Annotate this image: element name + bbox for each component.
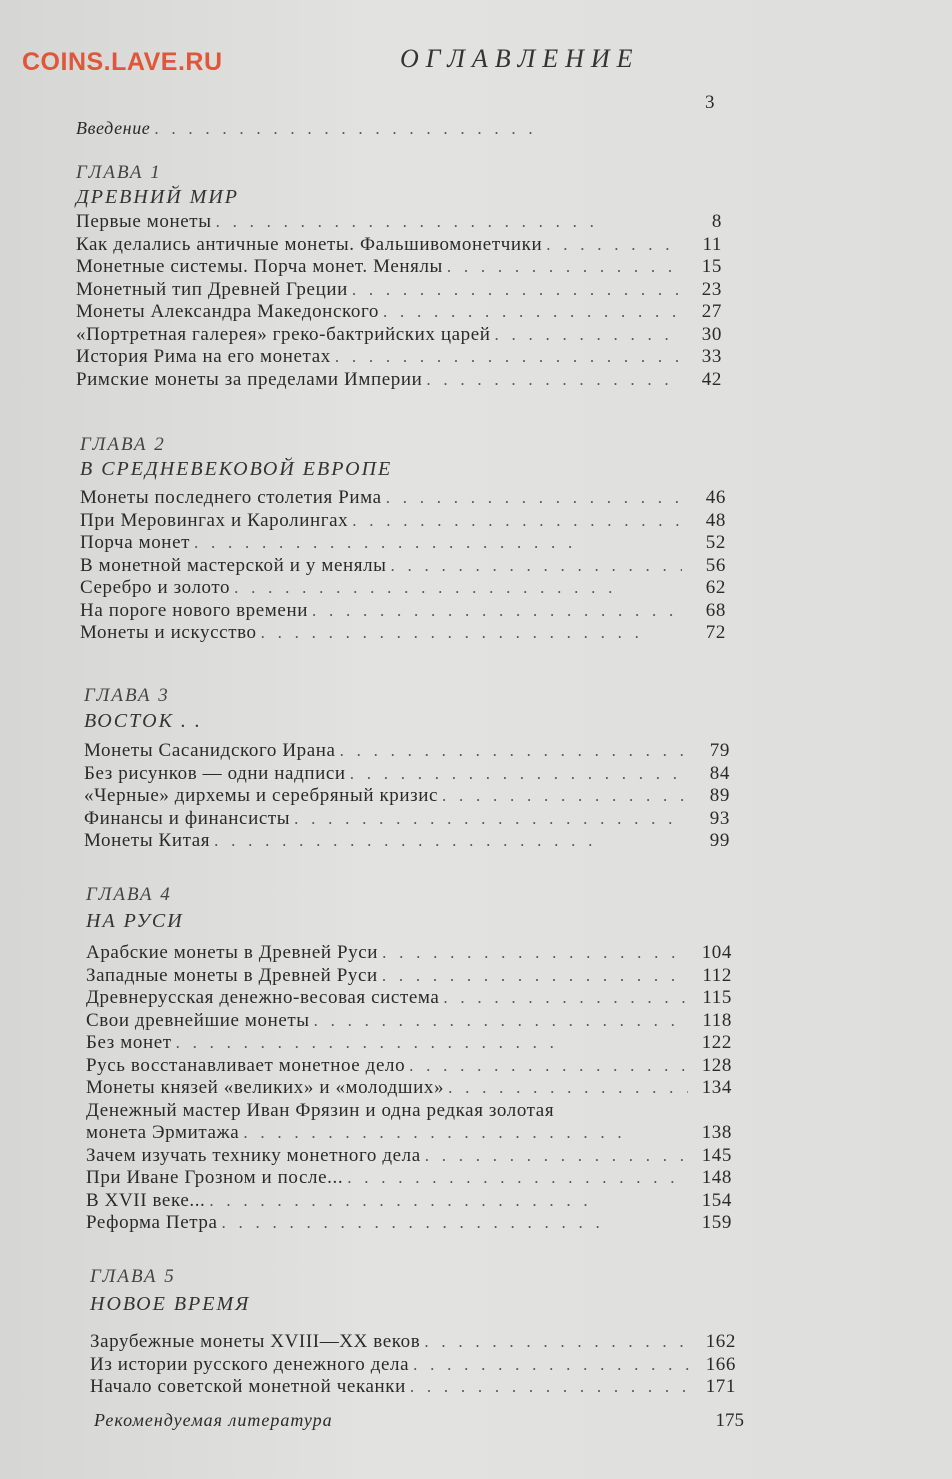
leader-dots <box>194 532 682 554</box>
entry-page: 46 <box>705 487 726 508</box>
leader-dots <box>335 346 678 368</box>
chapter-label: ГЛАВА 4 <box>86 884 172 905</box>
toc-entry <box>76 346 722 369</box>
chapter-label: ГЛАВА 5 <box>90 1266 176 1287</box>
entry-page: 72 <box>705 622 726 643</box>
toc-entry <box>80 555 726 578</box>
entry-page: 33 <box>701 346 722 367</box>
leader-dots <box>352 510 682 532</box>
entry-title: Монеты Китая <box>84 830 211 851</box>
toc-entry <box>76 256 722 279</box>
entry-page: 62 <box>705 577 726 598</box>
entry-page: 128 <box>701 1054 732 1076</box>
entry-title: Монеты Александра Македонского <box>76 301 379 322</box>
entry-title: Монеты князей «великих» и «молодших» <box>86 1077 445 1098</box>
entry-page: 84 <box>709 762 730 784</box>
leader-dots <box>154 118 722 140</box>
toc-entry <box>86 1212 732 1235</box>
toc-entry <box>80 532 726 555</box>
leader-dots <box>382 942 688 964</box>
toc-entry <box>76 324 722 347</box>
chapter-entries <box>90 1331 736 1399</box>
chapter-label: ГЛАВА 2 <box>80 434 166 455</box>
leader-dots <box>314 1010 688 1032</box>
entry-page: 8 <box>711 211 722 232</box>
toc-entry <box>76 301 722 324</box>
entry-page: 122 <box>701 1032 732 1053</box>
literature-page: 175 <box>715 1410 744 1431</box>
chapter-title: В СРЕДНЕВЕКОВОЙ ЕВРОПЕ <box>80 458 393 480</box>
entry-title: История Рима на его монетах <box>76 346 331 367</box>
leader-dots <box>495 324 678 346</box>
entry-page: 154 <box>701 1189 732 1211</box>
toc-entry <box>86 1167 732 1190</box>
entry-page: 159 <box>701 1212 732 1233</box>
toc-entry <box>76 279 722 302</box>
toc-entry <box>80 510 726 533</box>
entry-page: 145 <box>701 1144 732 1166</box>
entry-title: Монеты и искусство <box>80 622 257 643</box>
leader-dots <box>294 808 686 830</box>
leader-dots <box>261 622 682 644</box>
entry-page: 15 <box>701 256 722 277</box>
entry-title: Финансы и финансисты <box>84 807 291 829</box>
leader-dots <box>340 740 686 762</box>
entry-page: 104 <box>701 942 732 963</box>
entry-title: Монеты Сасанидского Ирана <box>84 740 336 761</box>
chapter-label: ГЛАВА 3 <box>84 685 170 706</box>
entry-page: 56 <box>705 554 726 576</box>
entry-title: Зарубежные монеты XVIII—XX веков <box>90 1331 421 1352</box>
leader-dots <box>443 987 688 1009</box>
leader-dots <box>209 1190 688 1212</box>
leader-dots <box>425 1145 688 1167</box>
toc-entry <box>80 600 726 623</box>
entry-title: При Иване Грозном и после... <box>86 1167 344 1188</box>
toc-entry <box>76 234 722 257</box>
entry-title: Как делались античные монеты. Фальшивомонетчики <box>76 233 543 255</box>
toc-entry <box>86 1032 732 1055</box>
leader-dots <box>216 211 678 233</box>
entry-page: 162 <box>705 1331 736 1352</box>
toc-entry <box>84 740 730 763</box>
chapter-title: ВОСТОК . . <box>84 710 202 732</box>
toc-entry <box>86 1077 732 1100</box>
entry-page: 52 <box>705 532 726 553</box>
entry-title: Арабские монеты в Древней Руси <box>86 942 379 963</box>
toc-entry <box>84 763 730 786</box>
entry-title: Римские монеты за пределами Империи <box>76 368 423 390</box>
toc-entry <box>86 1145 732 1168</box>
entry-title: Русь восстанавливает монетное дело <box>86 1054 406 1076</box>
page-title: ОГЛАВЛЕНИЕ <box>400 44 640 73</box>
entry-page: 118 <box>702 1009 732 1031</box>
toc-entry <box>86 1055 732 1078</box>
leader-dots <box>447 256 678 278</box>
entry-title: «Портретная галерея» греко-бактрийских царей <box>76 323 491 345</box>
toc-entry <box>80 487 726 510</box>
chapter-entries <box>80 487 726 645</box>
leader-dots <box>442 785 686 807</box>
toc-entry <box>90 1354 736 1377</box>
entry-page: 166 <box>705 1353 736 1375</box>
entry-title: На пороге нового времени <box>80 599 308 621</box>
toc-entry <box>86 1010 732 1033</box>
leader-dots <box>424 1331 692 1353</box>
entry-title: Денежный мастер Иван Фрязин и одна редкая золотая <box>86 1099 555 1121</box>
entry-title: Монетные системы. Порча монет. Менялы <box>76 256 443 277</box>
entry-title: Без монет <box>86 1032 172 1053</box>
entry-page: 11 <box>702 233 722 255</box>
toc-entry <box>90 1376 736 1399</box>
intro-entry <box>76 118 726 141</box>
leader-dots <box>410 1376 692 1398</box>
leader-dots <box>347 1167 688 1189</box>
entry-page: 42 <box>701 368 722 390</box>
entry-title: Реформа Петра <box>86 1212 218 1233</box>
leader-dots <box>413 1354 692 1376</box>
toc-entry <box>76 211 722 234</box>
entry-title: Первые монеты <box>76 211 212 232</box>
toc-entry <box>90 1331 736 1354</box>
leader-dots <box>386 487 682 509</box>
entry-page: 99 <box>709 830 730 851</box>
leader-dots <box>243 1122 688 1144</box>
literature-entry <box>94 1410 744 1432</box>
entry-title: Порча монет <box>80 532 191 553</box>
toc-entry <box>86 942 732 965</box>
entry-page: 115 <box>702 987 732 1008</box>
leader-dots <box>448 1077 688 1099</box>
leader-dots <box>382 965 688 987</box>
entry-page: 171 <box>705 1376 736 1397</box>
toc-entry <box>84 785 730 808</box>
leader-dots <box>409 1055 688 1077</box>
entry-title: Монетный тип Древней Греции <box>76 278 348 300</box>
leader-dots <box>214 830 686 852</box>
intro-title: Введение <box>76 118 151 138</box>
chapter-title: НА РУСИ <box>86 910 184 932</box>
chapter-title: НОВОЕ ВРЕМЯ <box>90 1293 251 1315</box>
entry-title: При Меровингах и Каролингах <box>80 509 349 531</box>
entry-title: В монетной мастерской и у менялы <box>80 554 387 576</box>
leader-dots <box>352 279 678 301</box>
toc-entry <box>86 1100 732 1123</box>
toc-entry <box>76 369 722 392</box>
entry-title: Свои древнейшие монеты <box>86 1009 310 1031</box>
entry-title: Из истории русского денежного дела <box>90 1353 410 1375</box>
entry-page: 23 <box>701 278 722 300</box>
entry-page: 79 <box>709 740 730 761</box>
entry-page: 89 <box>709 785 730 806</box>
chapter-entries <box>76 211 722 391</box>
entry-page: 134 <box>701 1077 732 1098</box>
entry-page: 48 <box>705 509 726 531</box>
entry-page: 112 <box>702 964 732 986</box>
leader-dots <box>391 555 682 577</box>
leader-dots <box>176 1032 688 1054</box>
leader-dots <box>312 600 682 622</box>
toc-entry <box>86 987 732 1010</box>
chapter-entries <box>84 740 730 853</box>
entry-title: Начало советской монетной чеканки <box>90 1376 406 1397</box>
entry-page: 30 <box>701 323 722 345</box>
toc-entry <box>84 830 730 853</box>
toc-entry <box>86 1190 732 1213</box>
toc-entry <box>86 1122 732 1145</box>
chapter-title: ДРЕВНИЙ МИР <box>76 186 240 208</box>
entry-page: 138 <box>701 1122 732 1143</box>
toc-entry <box>80 622 726 645</box>
entry-title: Древнерусская денежно-весовая система <box>86 987 440 1008</box>
toc-entry <box>84 808 730 831</box>
literature-title: Рекомендуемая литература <box>94 1410 333 1430</box>
toc-entry <box>86 965 732 988</box>
entry-page: 93 <box>709 807 730 829</box>
entry-page: 68 <box>705 599 726 621</box>
chapter-entries <box>86 942 732 1235</box>
leader-dots <box>383 301 678 323</box>
entry-title: Монеты последнего столетия Рима <box>80 487 382 508</box>
entry-page: 148 <box>701 1167 732 1188</box>
entry-title: монета Эрмитажа <box>86 1122 240 1143</box>
toc-entry <box>80 577 726 600</box>
leader-dots <box>222 1212 688 1234</box>
leader-dots <box>350 763 686 785</box>
chapter-label: ГЛАВА 1 <box>76 162 162 183</box>
leader-dots <box>546 234 678 256</box>
entry-title: Без рисунков — одни надписи <box>84 762 346 784</box>
entry-title: Серебро и золото <box>80 577 231 598</box>
entry-title: Зачем изучать технику монетного дела <box>86 1144 421 1166</box>
entry-title: Западные монеты в Древней Руси <box>86 964 378 986</box>
entry-title: «Черные» дирхемы и серебряный кризис <box>84 785 439 806</box>
leader-dots <box>426 369 678 391</box>
watermark: COINS.LAVE.RU <box>22 48 223 76</box>
entry-page: 27 <box>701 301 722 322</box>
leader-dots <box>234 577 682 599</box>
entry-title: В XVII веке... <box>86 1189 206 1211</box>
intro-page-number: 3 <box>705 92 715 113</box>
